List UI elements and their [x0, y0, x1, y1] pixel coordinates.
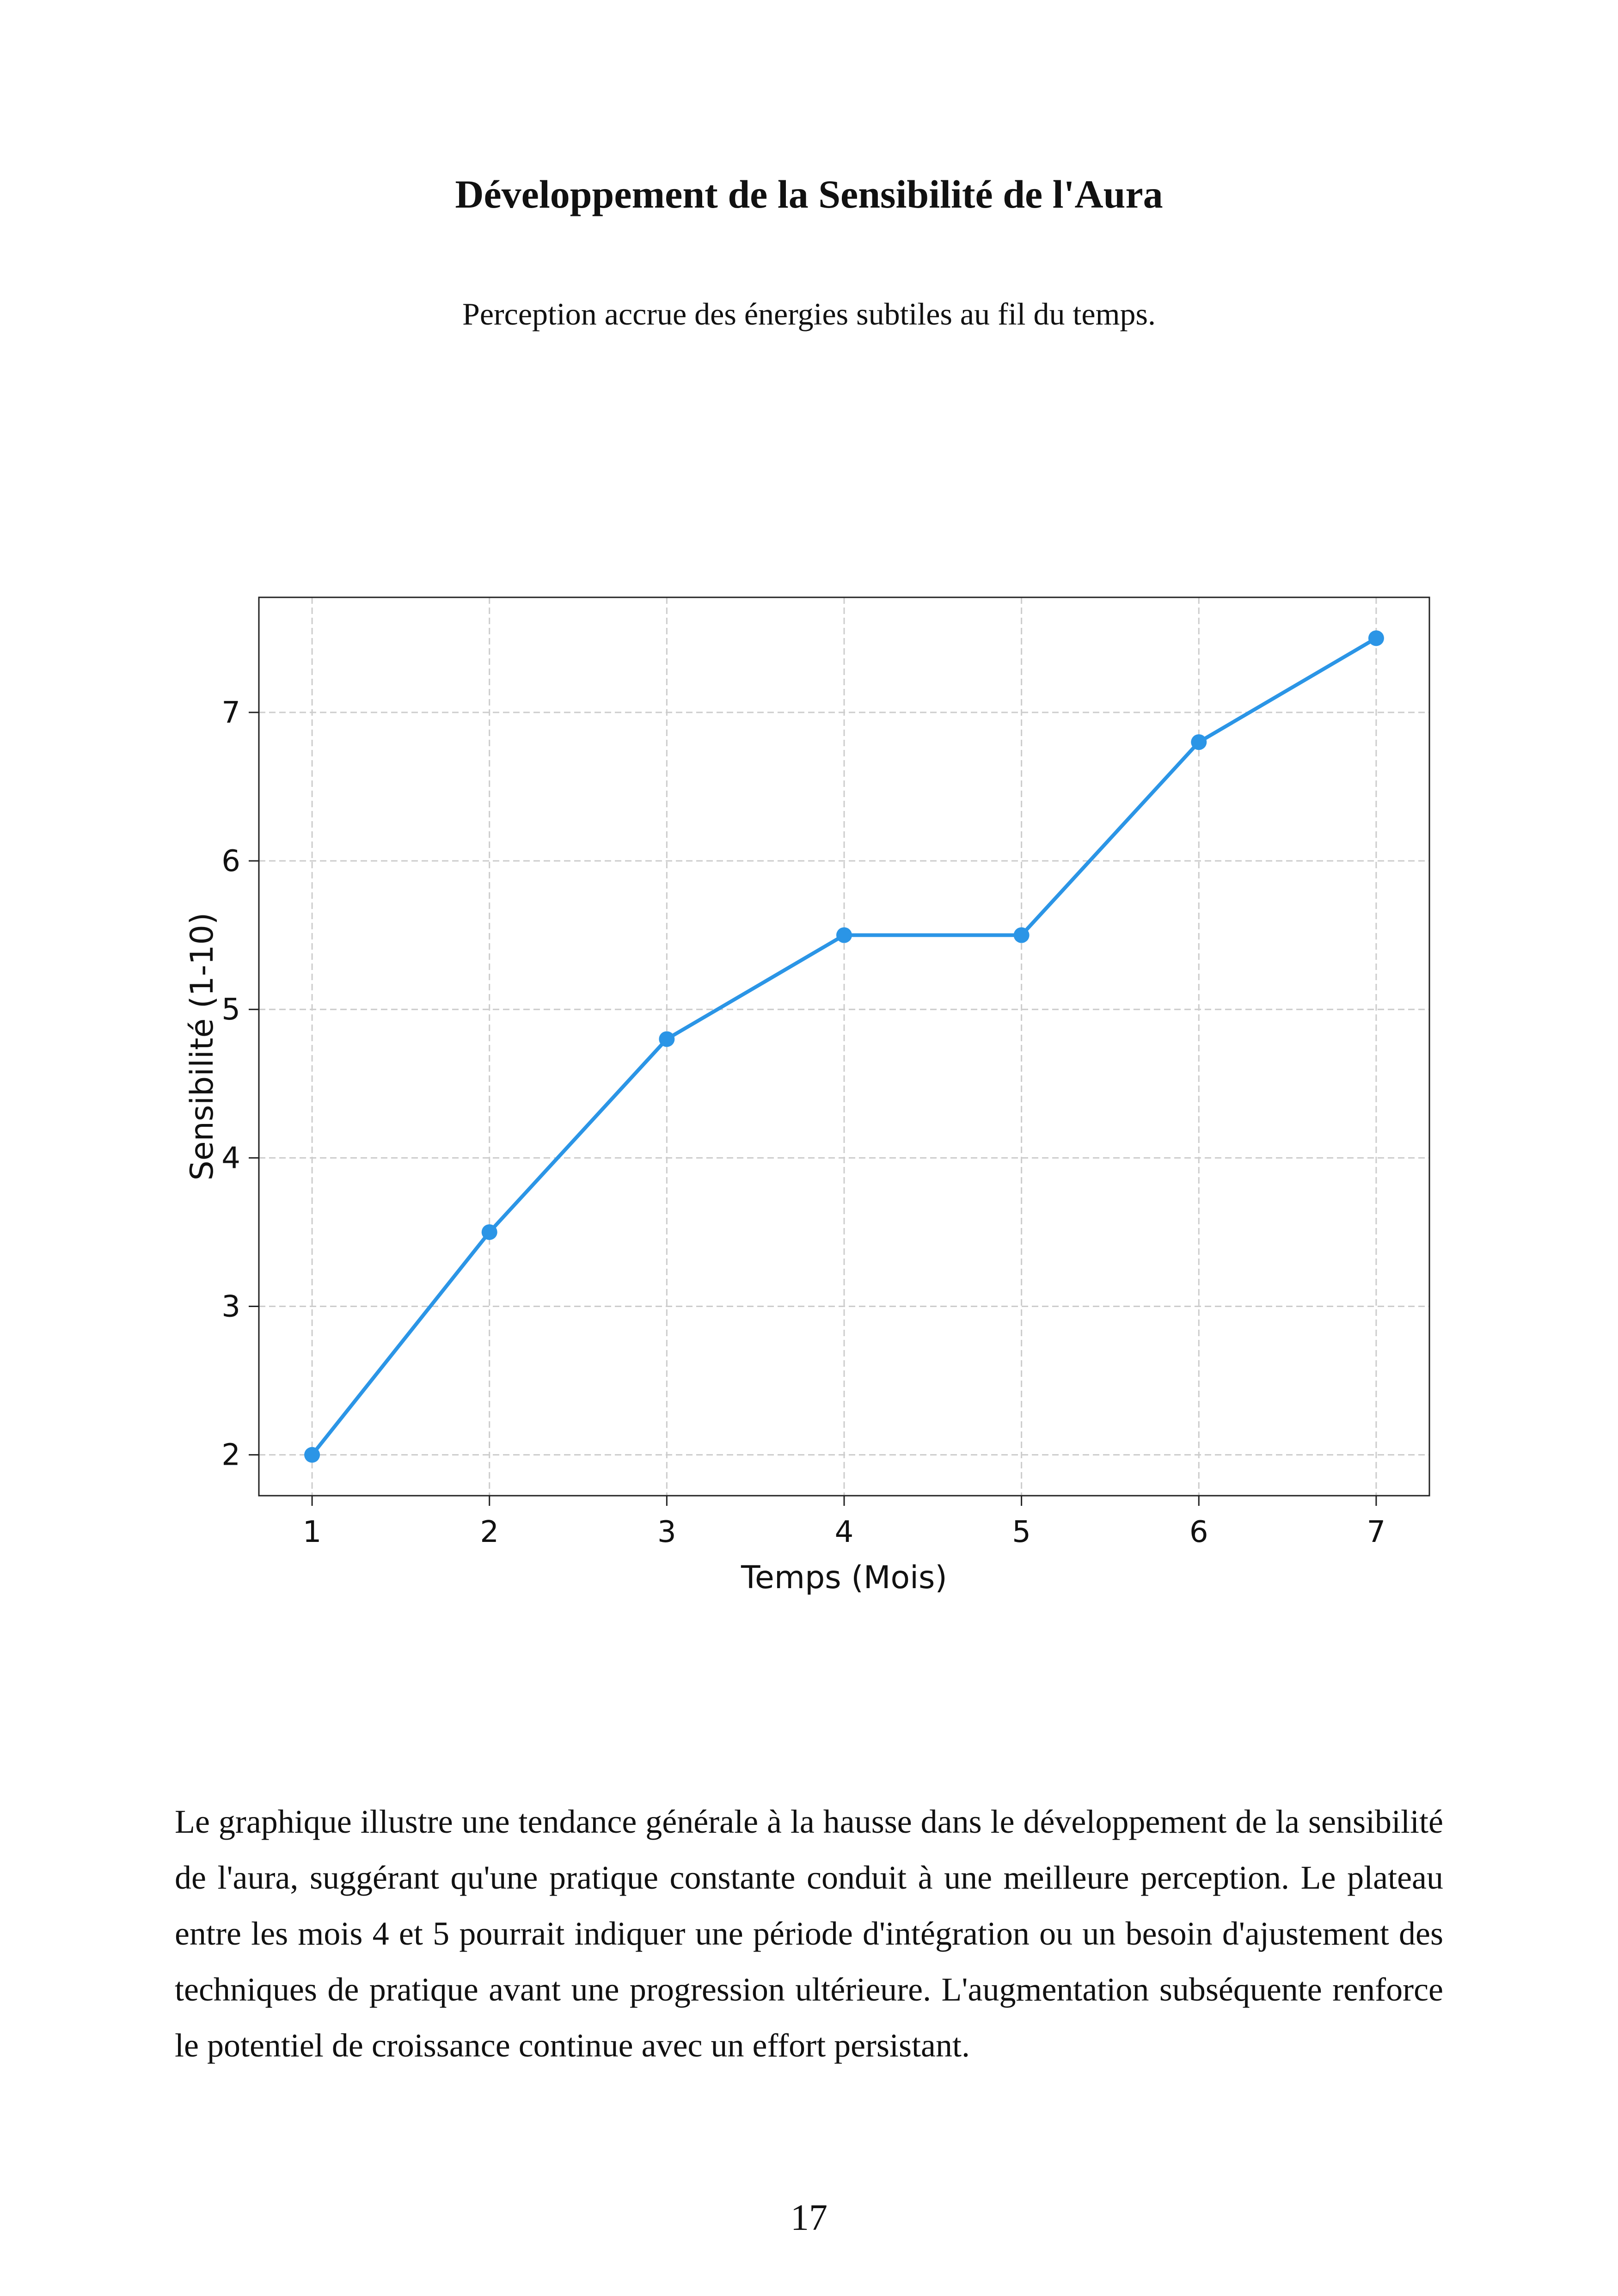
- y-tick-label: 2: [221, 1438, 240, 1473]
- y-tick-label: 7: [221, 695, 240, 730]
- chart-grid: [259, 597, 1429, 1496]
- data-point: [304, 1447, 320, 1463]
- page-subtitle: Perception accrue des énergies subtiles au fil du temps.: [462, 296, 1156, 332]
- y-tick-label: 3: [221, 1289, 240, 1324]
- axis-ticks: [221, 696, 1385, 1549]
- body-paragraph: Le graphique illustre une tendance générale à la hausse dans le développement de la sensibilité de l'aura, suggérant qu'une pratique constante conduit à une meilleure perception. Le plateau entre les mois 4 et 5 pourrait indiquer une période d'intégration ou un besoin d'ajustement des techniques de pratique avant une progression ultérieure. L'augmentation subséquente renforce le potentiel de croissance continue avec un effort persistant.: [175, 1803, 1443, 2064]
- data-point: [1014, 927, 1030, 943]
- y-tick-label: 5: [221, 993, 240, 1027]
- data-point: [482, 1224, 497, 1240]
- data-point: [836, 927, 852, 943]
- page-title: Développement de la Sensibilité de l'Aura: [455, 172, 1163, 216]
- y-tick-label: 6: [221, 844, 240, 879]
- x-tick-label: 4: [834, 1515, 854, 1549]
- x-tick-label: 3: [657, 1515, 676, 1549]
- x-tick-label: 6: [1189, 1515, 1208, 1549]
- page-number: 17: [791, 2198, 827, 2238]
- y-axis-label: Sensibilité (1-10): [184, 912, 221, 1181]
- data-point: [1191, 734, 1207, 750]
- data-point: [1368, 630, 1384, 646]
- x-tick-label: 1: [302, 1515, 322, 1549]
- x-tick-label: 2: [480, 1515, 499, 1549]
- x-tick-label: 7: [1367, 1515, 1386, 1549]
- x-axis-label: Temps (Mois): [741, 1559, 947, 1596]
- x-tick-label: 5: [1012, 1515, 1031, 1549]
- data-point: [659, 1031, 674, 1047]
- y-tick-label: 4: [221, 1141, 240, 1176]
